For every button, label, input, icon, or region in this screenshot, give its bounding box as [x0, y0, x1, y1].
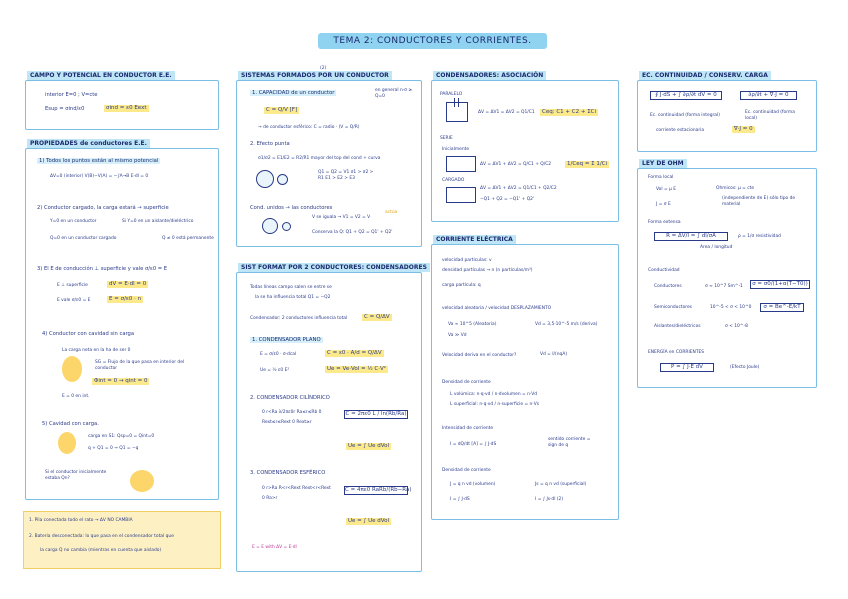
condensadores-header: SIST FORMAT POR 2 CONDUCTORES: CONDENSADORES [238, 263, 430, 272]
ohm-1-b: Ohmicos: μ = cte [716, 186, 755, 191]
cond-plano-f4: Ue = Ve·Vol = ½ C·V² [327, 366, 386, 372]
cond-plano-f1: E = σ/ε0 · σ·dcal [260, 352, 297, 357]
cavity-blob-3 [130, 470, 154, 492]
serie-f3: ΔV = ΔV1 + ΔV2 = Q1/C1 + Q2/C2 [480, 186, 557, 191]
efecto-punta-formula: σ1/σ2 = E1/E2 = R2/R1 mayor del top del cond + curva [258, 156, 381, 161]
serie-label: SERIE [440, 136, 453, 141]
paralelo-f1: ΔV = ΔV1 = ΔV2 = Q1/C1 [478, 110, 535, 115]
cond-plano-header: 1. CONDENSADOR PLANO [252, 337, 321, 343]
ohm-2-c: Area / longitud [700, 245, 733, 250]
ohm-header: LEY DE OHM [639, 159, 687, 168]
ohm-3-b: Semiconductores [654, 305, 692, 310]
cor-8-d: I = ∫ Js·dl (2) [535, 497, 564, 502]
prop-3-b-formula: E = σ/ε0 · n [109, 296, 142, 302]
cor-4-c: Va ≫ Vd [448, 333, 467, 338]
ohm-2-formula: R = ΔV/I = ∫ dl/σA [654, 232, 728, 241]
prop-2-d: Q ≠ 0 está permanente [162, 236, 214, 241]
sistemas-3-a: V se iguala → V1 = V2 = V [312, 215, 371, 220]
cor-7-formula: I = dQ/dt [A] = ∫ J·dS [450, 442, 497, 447]
cor-7: Intensidad de corriente [442, 426, 494, 431]
sys-1: Todas líneas campo salen se entre se [250, 285, 332, 290]
ohm-1-formula: Vol = μ E [656, 187, 677, 192]
sys-1-b: la se ha influencia total Q1 = −Q2 [255, 295, 331, 300]
cond-cilindrico-f2: Ue = ∫ Ue dVol [348, 443, 390, 449]
cond-esferico-list: 0 r>Ra R<r<Rext Rext<r<Rext 0 Ra>r [262, 486, 331, 501]
cavity-blob-1 [62, 356, 82, 382]
ohm-3-a-value: σ ≈ 10^7 Sm^-1 [705, 284, 743, 289]
cor-6-a: L volúmica: n·q·vd / n·dvolumen = n·Vd [450, 392, 538, 397]
cond-plano-f2: C = ε0 · A/d = Q/ΔV [327, 350, 382, 356]
continuidad-f1: ∮ J·dS + ∫ ∂ρ/∂t dV = 0 [650, 91, 722, 100]
campo-formula: σind = ε0 Eext [106, 105, 147, 111]
cor-5: Velocidad deriva en el conductor? [442, 353, 517, 358]
ohm-3-c: Aislantes/dieléctricos [654, 324, 701, 329]
prop-3-a: E ⊥ superficie [57, 283, 88, 288]
prop-2-b: Si Y=0 en un aislante/dieléctrico [122, 219, 194, 224]
continuidad-header: EC. CONTINUIDAD / CONSERV. CARGA [639, 71, 771, 80]
capacidad-formula: C = Q/V [F] [266, 107, 298, 113]
sistemas-2: 2. Efecto punta [250, 141, 290, 147]
prop-3: 3) El E de conducción ⊥ superficie y vale σ/ε0 = E [37, 266, 168, 272]
prop-1: 1) Todos los puntos están al mismo potencial [39, 158, 159, 164]
cor-4: velocidad aleatoria / velocidad DESPLAZAMIENTO [442, 306, 552, 311]
ohm-2-b: ρ = 1/σ resistividad [738, 234, 781, 239]
sistemas-1-b: → de conductor esférico: C = radio · (V = Q/R) [258, 125, 360, 130]
efecto-punta-b: Q1 = Q2 = V1 σ1 > σ2 > R1 E1 > E2 > E3 [318, 170, 374, 181]
propiedades-header: PROPIEDADES de conductores E.E. [27, 139, 150, 148]
sistemas-3-b: Conserva la Q: Q1 + Q2 = Q1' + Q2' [312, 230, 393, 235]
serie-f2: 1/Ceq = Σ 1/Ci [567, 161, 608, 167]
prop-4-formula: Φint = 0 → qint = 0 [94, 378, 148, 384]
cor-8-a: J = q n vd (volumen) [450, 482, 496, 487]
serie-cargado: CARGADO [442, 178, 465, 183]
campo-header: CAMPO Y POTENCIAL EN CONDUCTOR E.E. [27, 71, 175, 80]
prop-5-a: carga en S1: Qsp=0 = Qint=0 [88, 434, 155, 439]
ohm-3-b-value: 10^-5 < σ < 10^0 [710, 305, 752, 310]
note-1: 1. Pila conectada todo el rato → ΔV NO CAMBIA [29, 518, 133, 523]
ohm-3-a: Conductores [654, 284, 682, 289]
capacitor-symbol [454, 98, 459, 107]
ohm-4-formula: P = ∫ J·E dV [660, 363, 714, 372]
continuidad-c: corriente estacionaria [656, 128, 705, 133]
cond-esferico-header: 3. CONDENSADOR ESFÉRICO [250, 470, 326, 476]
sphere-large [256, 170, 274, 188]
prop-2-a: Y=0 en un conductor [50, 219, 97, 224]
serie-diagram-1 [446, 156, 476, 172]
sistemas-3: Cond. unidos → las conductores [250, 205, 333, 211]
ohm-4-b: (Efecto Joule) [730, 365, 760, 370]
cor-7-b: sentido corriente = sign de q [548, 437, 591, 448]
cond-cilindrico-header: 2. CONDENSADOR CILÍNDRICO [250, 395, 330, 401]
cavity-blob-2 [58, 432, 76, 454]
ohm-2: Forma extensa [648, 220, 681, 225]
cond-plano-f3: Ue = ½ ε0 E² [260, 368, 290, 373]
cor-8-b: Js = q n vd (superficial) [535, 482, 587, 487]
prop-1-formula: ΔV=0 (interior) V(B)−V(A) = −∫A→B E·dl = 0 [50, 174, 149, 179]
cor-4-a: Va ≈ 10^5 (Aleatoria) [448, 322, 497, 327]
ohm-1-formula-2: J = σ E [656, 202, 671, 207]
ohm-3-c-value: σ < 10^-8 [725, 324, 748, 329]
continuidad-b: Ec. continuidad (forma local) [745, 110, 795, 121]
page-title: TEMA 2: CONDUCTORES Y CORRIENTES. [318, 33, 547, 49]
prop-2-c: Q=0 en un conductor cargado [50, 236, 117, 241]
ohm-1-c: (independiente de E) sólo tipo de material [722, 196, 796, 207]
cor-4-b: Vd = 3,5·10^-5 m/s (deriva) [535, 322, 598, 327]
prop-4: 4) Conductor con cavidad sin carga [42, 331, 135, 337]
sistemas-1: 1. CAPACIDAD de un conductor [252, 90, 335, 96]
prop-5-b: Si el conductor inicialmente estaba Qn? [45, 470, 107, 481]
continuidad-a: Ec. continuidad (forma integral) [650, 113, 720, 118]
sistemas-number: (2) [320, 66, 327, 71]
prop-5-formula: q + Q1 = 0 → Q1 = −q [88, 446, 139, 451]
prop-5: 5) Cavidad con carga. [42, 421, 99, 427]
note-2: 2. Batería desconectada: lo que pasa en el condensador total que [29, 534, 174, 539]
cond-esferico-f2: Ue = ∫ Ue dVol [348, 518, 390, 524]
sistemas-note: en general n·σ ≥ Q=0 [375, 88, 412, 99]
serie-f1: ΔV = ΔV1 + ΔV2 = Q/C1 + Q/C2 [480, 162, 552, 167]
serie-diagram-2 [446, 187, 476, 203]
campo-line-2: Esup = σind/ε0 [45, 106, 85, 112]
cond-cilindrico-f1: C = 2πε0 L / ln(Rb/Ra) [345, 411, 407, 417]
prop-3-b: E vale σ/ε0 = E [57, 298, 91, 303]
paralelo-label: PARALELO [440, 92, 463, 97]
ohm-3-b-formula: σ = Be^-E/kT [760, 303, 804, 312]
ohm-3-a-formula: σ = σ0/(1+α(T−T0)) [750, 280, 810, 289]
sphere-joined-a [262, 218, 278, 234]
continuidad-f2: ∂ρ/∂t + ∇·J = 0 [740, 91, 797, 100]
corriente-header: CORRIENTE ELÉCTRICA [433, 235, 516, 244]
paralelo-f2: Ceq: C1 + C2 + ΣCi [542, 109, 597, 115]
note-3: la carga Q no cambia (mientras en cuenta que aislado) [40, 548, 162, 553]
cor-6-b: L superficial: n·q·vd / n·superficie = n·Vs [450, 402, 539, 407]
sphere-small [277, 174, 288, 185]
sphere-joined-b [282, 222, 291, 231]
cor-3: carga partícula: q [442, 283, 481, 288]
ohm-4: ENERGÍA en CORRIENTES [648, 350, 705, 355]
ohm-1: Forma local [648, 175, 674, 180]
sys-2: Condensador: 2 conductores influencia total [250, 316, 348, 321]
cor-6: Densidad de corriente [442, 380, 491, 385]
cor-1: velocidad partículas: v [442, 258, 492, 263]
campo-line-1: interior E=0 ; V=cte [45, 92, 98, 98]
prop-3-a-formula: dV = E·dl = 0 [109, 281, 147, 287]
sistemas-header: SISTEMAS FORMADOS POR UN CONDUCTOR [238, 71, 392, 80]
asociacion-header: CONDENSADORES: ASOCIACIÓN [433, 71, 546, 80]
serie-f4: −Q1 + Q2 = −Q1' + Q2' [480, 197, 535, 202]
cor-5-formula: Vd = I/(nqA) [540, 352, 568, 357]
cond-esferico-f1: C = 4πε0 RaRb/(Rb−Ra) [345, 487, 412, 493]
cond-esferico-end: E = E with ΔV = E·dl [252, 545, 297, 550]
cor-2: densidad partículas → n (n partículas/m³) [442, 268, 533, 273]
sistemas-3-c: actúa [385, 210, 398, 215]
capacidad-cond-formula: C = Q/ΔV [364, 314, 390, 320]
continuidad-c-formula: ∇·J = 0 [734, 126, 753, 132]
ohm-3: Conductividad [648, 268, 680, 273]
cond-cilindrico-list: 0 r<Ra λ/2πε0r Ra≤r≤Rb 0 Rext≤r≤Rext 0 Rext≥r [262, 410, 322, 425]
prop-2: 2) Conductor cargado, la carga estará → superficie [37, 205, 169, 211]
prop-4-c: E = 0 en int. [62, 394, 90, 399]
prop-4-b: SG = Flujo de la que pasa en interior del conductor [95, 360, 185, 371]
serie-inicial: Inicialmente [442, 147, 470, 152]
cor-8-c: I = ∫ J·dS [450, 497, 470, 502]
prop-4-a: La carga neta en la ha de ser 0 [62, 348, 131, 353]
cor-8: Densidad de corriente [442, 468, 491, 473]
